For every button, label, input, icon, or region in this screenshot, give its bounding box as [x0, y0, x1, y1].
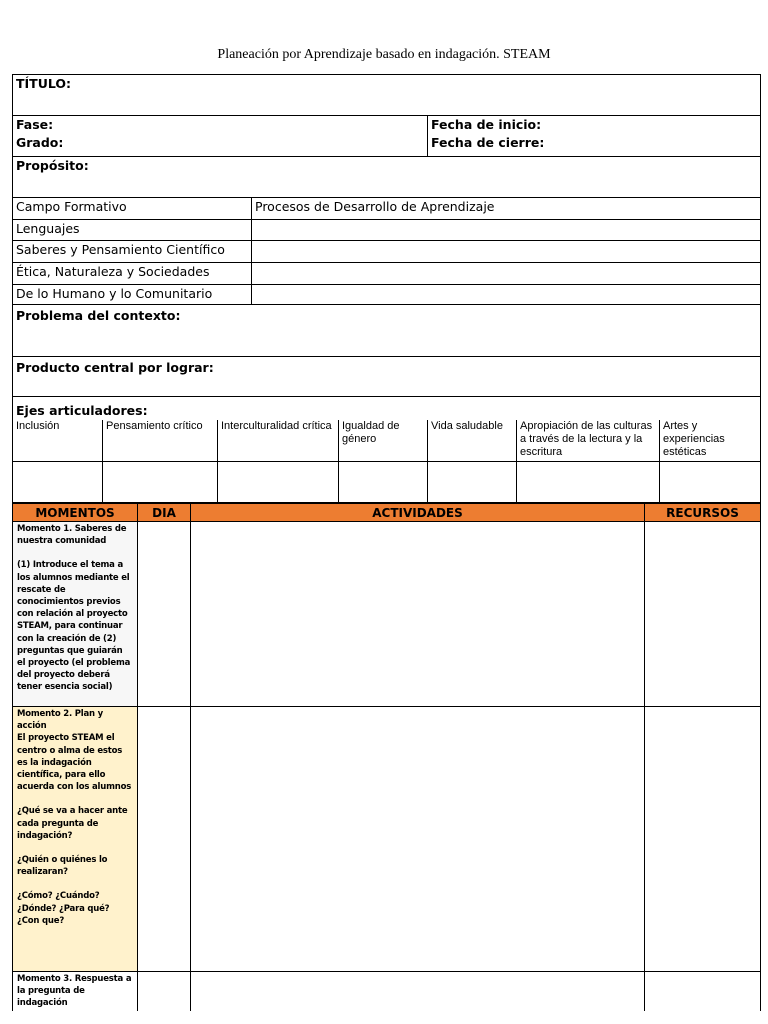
momentos-table [12, 503, 761, 1011]
eje-igualdad: Igualdad de género [339, 420, 428, 462]
momento-3-dia[interactable] [138, 972, 191, 1011]
procesos-header: Procesos de Desarrollo de Aprendizaje [252, 198, 761, 220]
dia-header: DIA [138, 504, 191, 522]
titulo-field[interactable]: TÍTULO: [13, 75, 761, 116]
momento-3-recursos[interactable] [645, 972, 761, 1011]
momento-3-cell: Momento 3. Respuesta a la pregunta de indagación [13, 972, 138, 1011]
campo-saberes: Saberes y Pensamiento Científico [13, 241, 252, 263]
grado-label: Grado: [16, 135, 64, 150]
problema-field[interactable]: Problema del contexto: [13, 305, 761, 357]
campo-lenguajes: Lenguajes [13, 220, 252, 241]
fase-label: Fase: [16, 117, 54, 132]
momento-2-actividades[interactable] [191, 707, 645, 972]
momento-3-actividades[interactable] [191, 972, 645, 1011]
eje-cell-apropiacion[interactable] [517, 462, 660, 503]
momento-2-q3: ¿Cómo? ¿Cuándo? ¿Dónde? ¿Para qué? ¿Con que? [17, 891, 110, 926]
momento-1-cell [13, 522, 138, 707]
eje-cell-interculturalidad[interactable] [218, 462, 339, 503]
fecha-inicio-label: Fecha de inicio: [431, 117, 542, 132]
momento-1-actividades[interactable] [191, 522, 645, 707]
momento-1-dia[interactable] [138, 522, 191, 707]
eje-inclusion: Inclusión [13, 420, 103, 462]
momento-2-q1: ¿Qué se va a hacer ante cada pregunta de indagación? [17, 806, 128, 841]
procesos-lenguajes-cell[interactable] [252, 220, 761, 241]
campo-etica: Ética, Naturaleza y Sociedades [13, 263, 252, 285]
momento-2-q2: ¿Quién o quiénes lo realizaran? [17, 855, 108, 878]
momento-2-recursos[interactable] [645, 707, 761, 972]
eje-apropiacion: Apropiación de las culturas a través de la lectura y la escritura [517, 420, 660, 462]
eje-cell-artes[interactable] [660, 462, 761, 503]
momento-2-title: Momento 2. Plan y acción [17, 709, 103, 732]
producto-field[interactable]: Producto central por lograr: [13, 357, 761, 397]
eje-pensamiento-critico: Pensamiento crítico [103, 420, 218, 462]
eje-cell-vida[interactable] [428, 462, 517, 503]
eje-cell-pensamiento[interactable] [103, 462, 218, 503]
actividades-header: ACTIVIDADES [191, 504, 645, 522]
eje-cell-inclusion[interactable] [13, 462, 103, 503]
momento-2-intro: El proyecto STEAM el centro o alma de estos es la indagación científica, para ello acuerda con los alumnos [17, 733, 132, 793]
page-title: Planeación por Aprendizaje basado en indagación. STEAM [217, 47, 551, 62]
planning-form-table [12, 74, 761, 503]
eje-cell-igualdad[interactable] [339, 462, 428, 503]
campo-humano: De lo Humano y lo Comunitario [13, 285, 252, 305]
procesos-etica-cell[interactable] [252, 263, 761, 285]
eje-interculturalidad: Interculturalidad crítica [218, 420, 339, 462]
fecha-cierre-label: Fecha de cierre: [431, 135, 545, 150]
fase-grado-cell[interactable] [13, 116, 428, 157]
momento-1-recursos[interactable] [645, 522, 761, 707]
eje-artes: Artes y experiencias estéticas [660, 420, 761, 462]
procesos-humano-cell[interactable] [252, 285, 761, 305]
campo-formativo-header: Campo Formativo [13, 198, 252, 220]
fechas-cell[interactable] [428, 116, 761, 157]
momentos-header: MOMENTOS [13, 504, 138, 522]
procesos-saberes-cell[interactable] [252, 241, 761, 263]
momento-2-dia[interactable] [138, 707, 191, 972]
momento-2-cell [13, 707, 138, 972]
recursos-header: RECURSOS [645, 504, 761, 522]
proposito-field[interactable]: Propósito: [13, 157, 761, 198]
momento-1-title: Momento 1. Saberes de nuestra comunidad [17, 524, 127, 547]
eje-vida-saludable: Vida saludable [428, 420, 517, 462]
momento-1-body: (1) Introduce el tema a los alumnos mediante el rescate de conocimientos previos con relación al proyecto STEAM, para continuar con la creación de (2) preguntas que guiarán el proyecto (el problema del proyecto deberá tener esencia social) [17, 560, 131, 693]
ejes-title: Ejes articuladores: [13, 397, 761, 420]
